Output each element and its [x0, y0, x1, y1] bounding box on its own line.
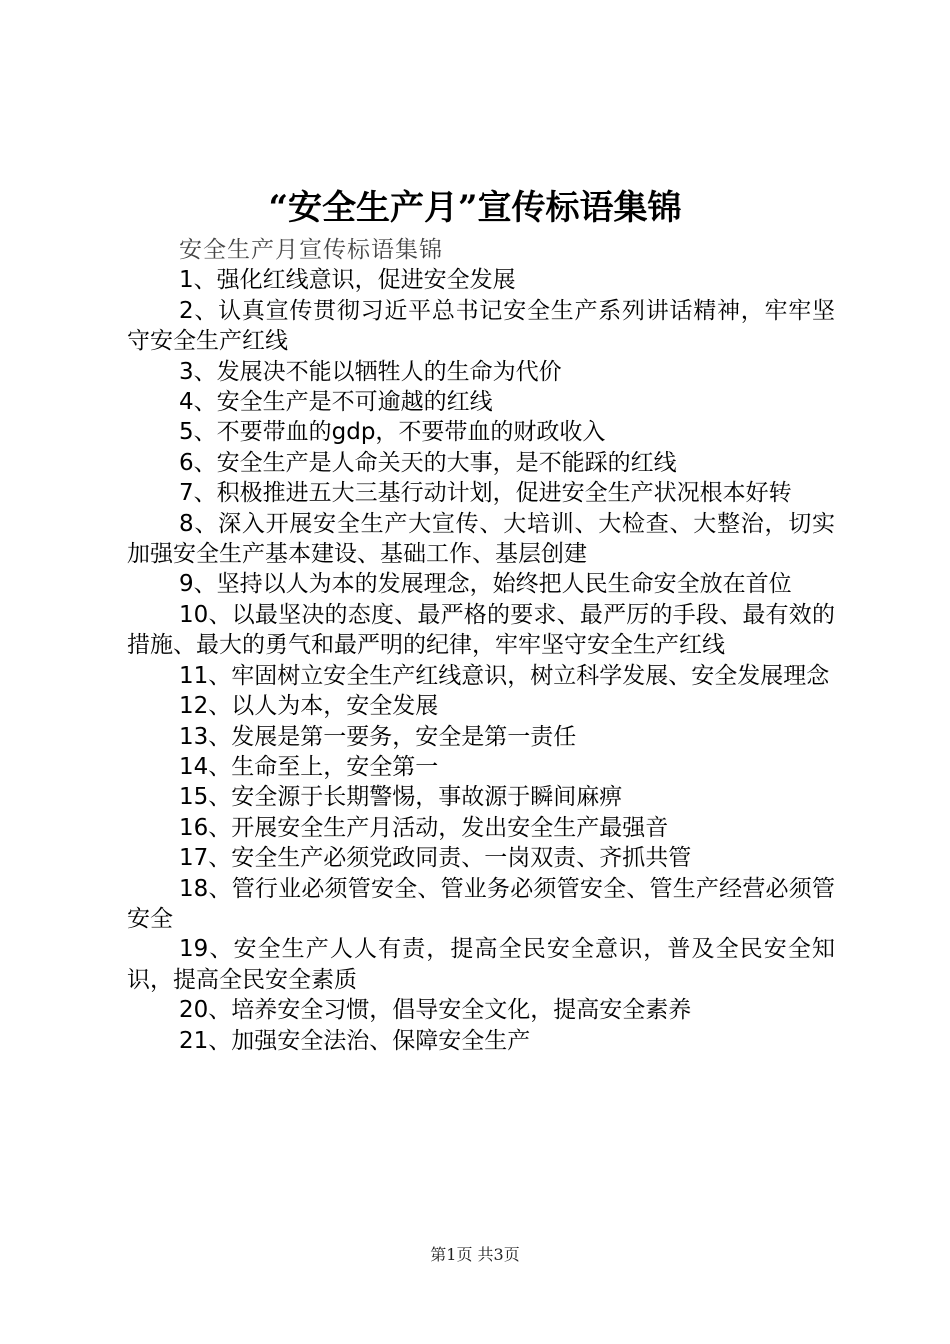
slogan-item: 18、管行业必须管安全、管业务必须管安全、管生产经营必须管安全 [127, 875, 835, 932]
slogan-item: 20、培养安全习惯，倡导安全文化，提高安全素养 [179, 997, 692, 1024]
slogan-item: 7、积极推进五大三基行动计划，促进安全生产状况根本好转 [179, 480, 792, 507]
document-body [127, 235, 835, 1056]
slogan-item: 5、不要带血的gdp，不要带血的财政收入 [179, 419, 606, 446]
slogan-item: 15、安全源于长期警惕，事故源于瞬间麻痹 [179, 784, 623, 811]
slogan-item: 9、坚持以人为本的发展理念，始终把人民生命安全放在首位 [179, 571, 792, 598]
slogan-item: 1、强化红线意识，促进安全发展 [179, 267, 516, 294]
slogan-item: 16、开展安全生产月活动，发出安全生产最强音 [179, 814, 669, 841]
slogan-item: 3、发展决不能以牺牲人的生命为代价 [179, 358, 562, 385]
slogan-item: 8、深入开展安全生产大宣传、大培训、大检查、大整治，切实加强安全生产基本建设、基础工作、基层创建 [127, 510, 835, 568]
slogan-item: 19、安全生产人人有责，提高全民安全意识，普及全民安全知识，提高全民安全素质 [127, 936, 835, 993]
document-subtitle: 安全生产月宣传标语集锦 [179, 237, 443, 263]
slogan-item: 12、以人为本，安全发展 [179, 693, 439, 720]
slogan-item: 10、以最坚决的态度、最严格的要求、最严厉的手段、最有效的措施、最大的勇气和最严明的纪律，牢牢坚守安全生产红线 [127, 601, 835, 659]
document-title: “安全生产月”宣传标语集锦 [268, 188, 682, 228]
slogan-item: 11、牢固树立安全生产红线意识，树立科学发展、安全发展理念 [179, 662, 830, 689]
page-footer: 第1页 共3页 [430, 1245, 520, 1264]
slogan-item: 2、认真宣传贯彻习近平总书记安全生产系列讲话精神，牢牢坚守安全生产红线 [127, 297, 835, 355]
slogan-item: 4、安全生产是不可逾越的红线 [179, 389, 493, 416]
slogan-item: 6、安全生产是人命关天的大事，是不能踩的红线 [179, 449, 677, 476]
slogan-item: 21、加强安全法治、保障安全生产 [179, 1027, 531, 1054]
slogan-item: 14、生命至上，安全第一 [179, 753, 439, 780]
slogan-item: 17、安全生产必须党政同责、一岗双责、齐抓共管 [179, 845, 692, 872]
slogan-item: 13、发展是第一要务，安全是第一责任 [179, 723, 577, 750]
